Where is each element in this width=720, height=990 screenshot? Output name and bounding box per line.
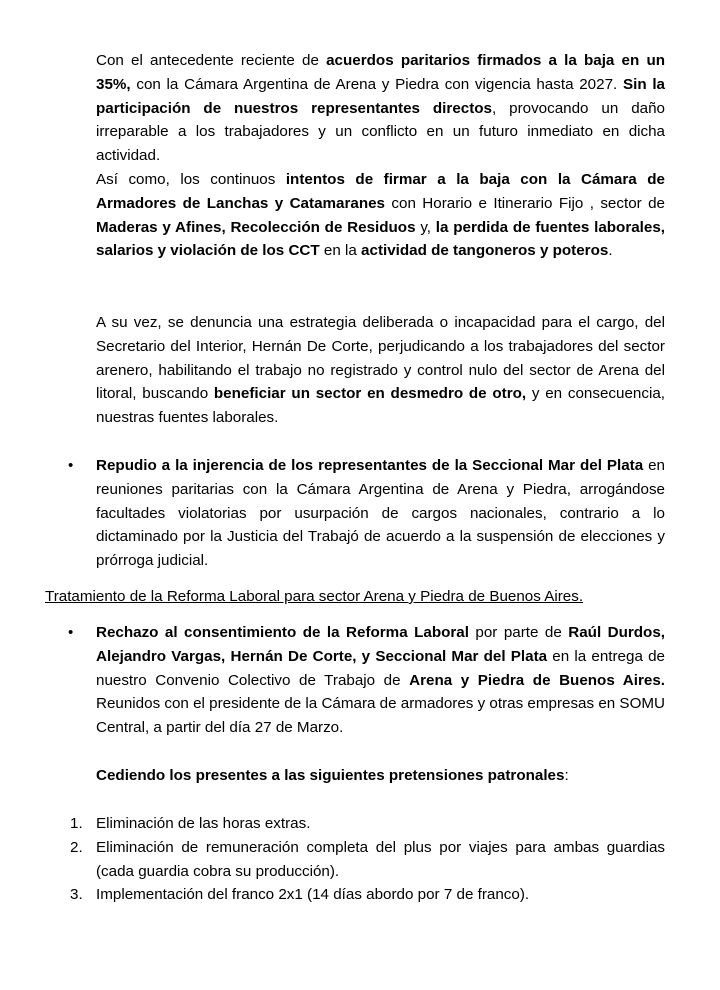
text-run: en la entrega de nuestro Convenio Colectivo de Trabajo de <box>96 647 665 689</box>
bold-run: actividad de tangoneros y poteros <box>361 242 609 260</box>
list-number: 1. <box>70 815 83 832</box>
bold-run: Maderas y Afines, Recolección de Residuos <box>96 218 416 236</box>
paragraph-paritarios <box>96 49 665 168</box>
bold-run: Arena y Piedra de Buenos Aires. <box>409 671 665 689</box>
list-item: Implementación del franco 2x1 (14 días abordo por 7 de franco). <box>96 886 530 903</box>
text-run: con Horario e Itinerario Fijo , sector de <box>385 194 665 212</box>
bold-run: Raúl Durdos, Alejandro Vargas, Hernán De Corte, y Seccional Mar del Plata <box>96 624 665 665</box>
text-run: y, <box>415 218 436 236</box>
list-item: Eliminación de las horas extras. <box>96 815 311 832</box>
paragraph-repudio <box>96 454 665 573</box>
text-run: : <box>564 767 569 784</box>
text-run: en la <box>319 242 362 260</box>
text-run: Reunidos con el presidente de la Cámara de armadores y otras empresas en SOMU Central, a partir del día 27 de Marzo. <box>96 695 665 737</box>
text-run: con la Cámara Argentina de Arena y Piedra con vigencia hasta 2027. <box>130 75 623 93</box>
text-run: y en consecuencia, nuestras fuentes laborales. <box>96 385 665 427</box>
bold-run: Sin la participación de nuestros representantes directos <box>96 75 665 117</box>
paragraph-cediendo <box>96 764 665 788</box>
text-run: A su vez, se denuncia una estrategia deliberada o incapacidad para el cargo, del Secretario del Interior, Hernán De Corte, perjudicando a los trabajadores del sector arenero, habilitando el trabajo no registrado y control nulo del sector de Arena del litoral, buscando <box>96 314 665 403</box>
list-item: Eliminación de remuneración completa del plus por viajes para ambas guardias (cada guardia cobra su producción). <box>96 839 665 880</box>
section-heading: Tratamiento de la Reforma Laboral para sector Arena y Piedra de Buenos Aires. <box>45 588 584 605</box>
bullet-marker: • <box>68 624 74 641</box>
text-run: en reuniones paritarias con la Cámara Argentina de Arena y Piedra, arrogándose facultades violatorias por usurpación de cargos nacionales, contrario a lo dictaminado por la Justicia del Trabajó de acuerdo a la suspensión de elecciones y prórroga judicial. <box>96 457 665 570</box>
bold-run: intentos de firmar a la baja con la Cámara de Armadores de Lanchas y Catamaranes <box>96 171 665 212</box>
list-number: 2. <box>70 839 83 856</box>
text-run: Así como, los continuos <box>96 171 286 188</box>
text-run: , provocando un daño irreparable a los trabajadores y un conflicto en un futuro inmediato en dicha actividad. <box>96 99 665 165</box>
text-run: . <box>608 242 613 260</box>
bold-run: beneficiar un sector en desmedro de otro, <box>213 385 527 403</box>
paragraph-intentos <box>96 168 665 263</box>
paragraph-rechazo <box>96 621 665 740</box>
bold-run: Rechazo al consentimiento de la Reforma Laboral <box>96 624 469 641</box>
list-number: 3. <box>70 886 83 903</box>
bold-run: la perdida de fuentes laborales, salarios y violación de los CCT <box>96 218 666 260</box>
bold-run: Cediendo los presentes a las siguientes pretensiones patronales <box>96 767 565 784</box>
bold-run: acuerdos paritarios firmados a la baja en un 35%, <box>96 52 666 93</box>
bullet-marker: • <box>68 457 74 474</box>
paragraph-secretario <box>96 311 665 430</box>
text-run: por parte de <box>468 624 569 641</box>
text-run: Con el antecedente reciente de <box>96 52 327 69</box>
bold-run: Repudio a la injerencia de los representantes de la Seccional Mar del Plata <box>96 457 644 474</box>
